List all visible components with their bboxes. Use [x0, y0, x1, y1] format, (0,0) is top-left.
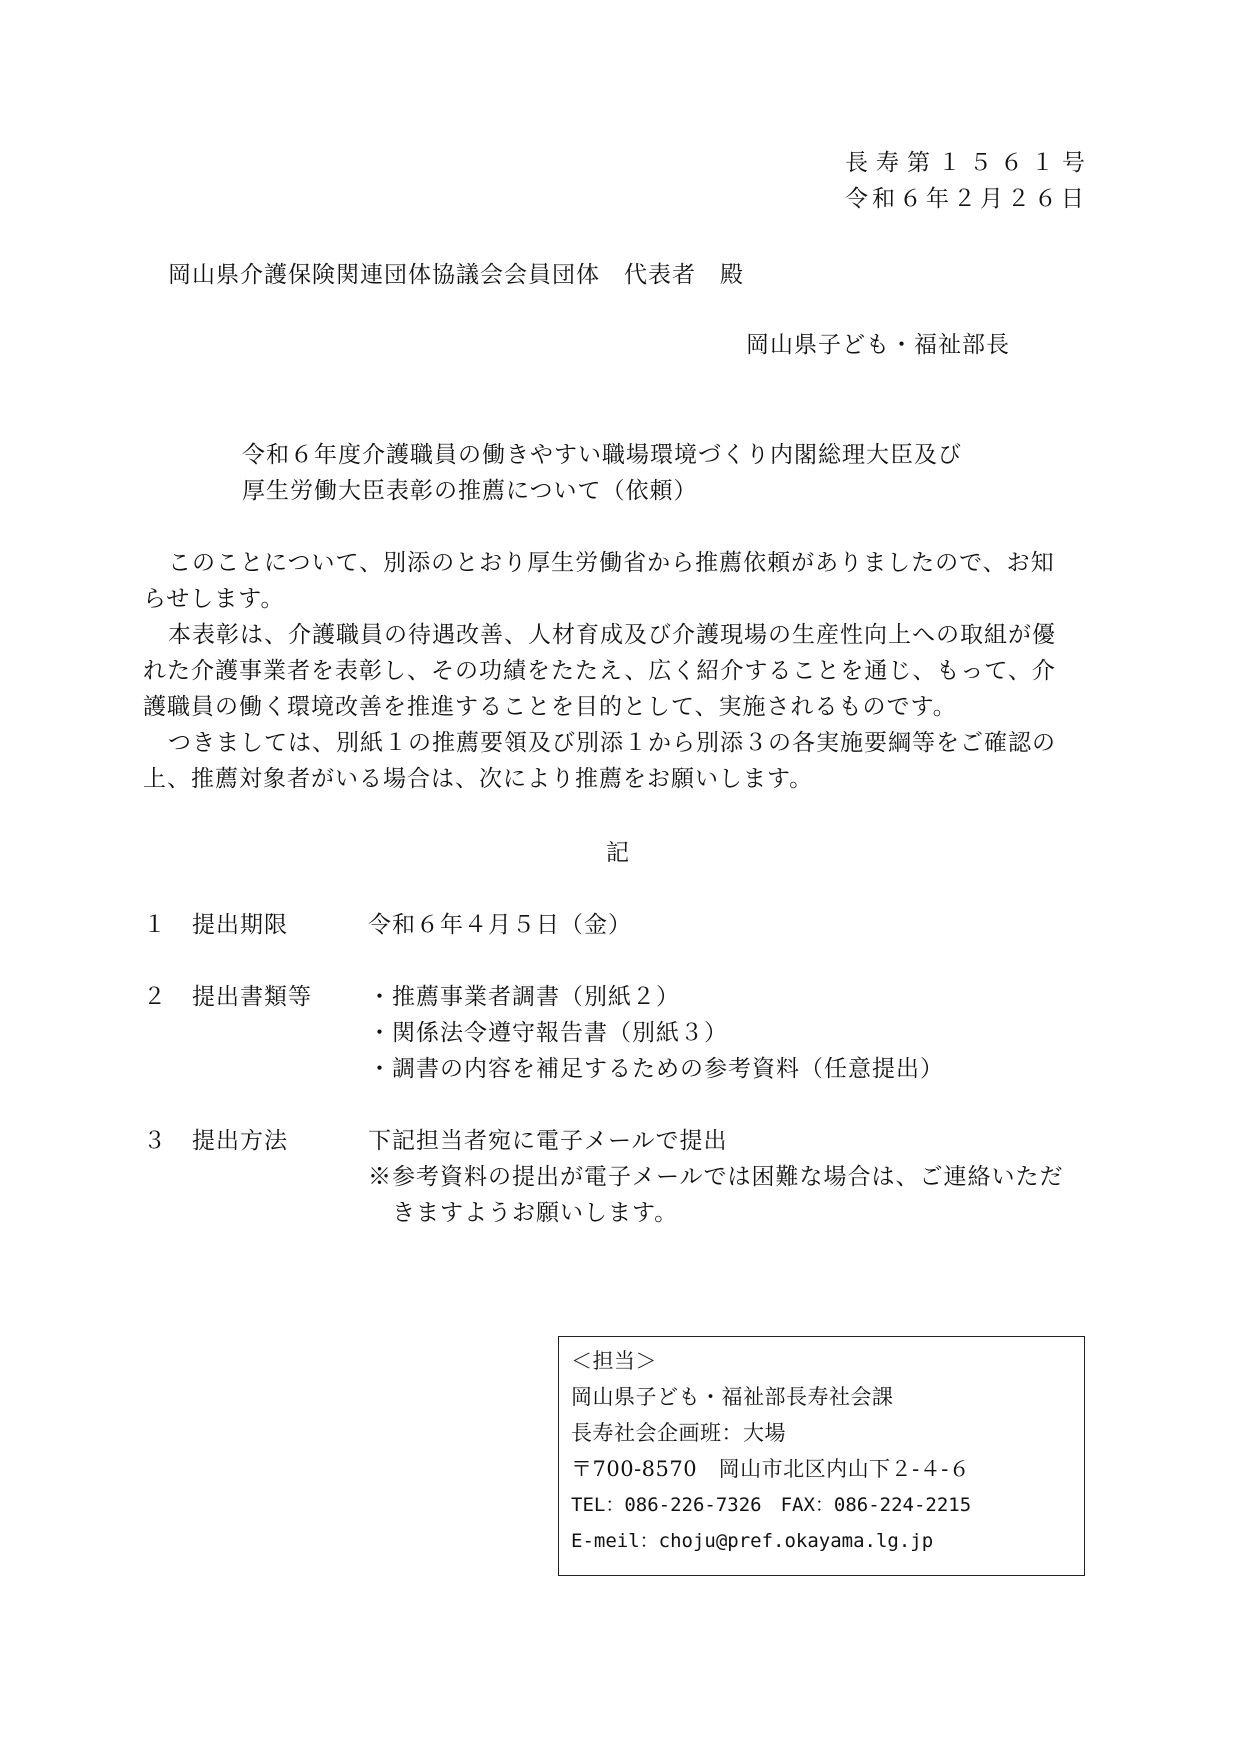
- item-value: ※参考資料の提出が電子メールでは困難な場合は、ご連絡いただ: [368, 1164, 1064, 1190]
- item-number: ２: [143, 984, 167, 1010]
- body-line: らせします。: [143, 586, 285, 612]
- contact-department: 岡山県子ども・福祉部長寿社会課: [571, 1385, 894, 1409]
- document-date: 令和６年２月２６日: [845, 186, 1088, 212]
- subject-line-2: 厚生労働大臣表彰の推薦について（依頼）: [242, 478, 698, 504]
- item-value: きますようお願いします。: [368, 1200, 679, 1226]
- contact-heading: ＜担当＞: [571, 1349, 657, 1373]
- item-label: 提出書類等: [192, 984, 312, 1010]
- addressee: 岡山県介護保険関連団体協議会会員団体 代表者 殿: [168, 262, 744, 288]
- item-value: ・関係法令遵守報告書（別紙３）: [368, 1020, 728, 1046]
- body-line: 上、推薦対象者がいる場合は、次により推薦をお願いします。: [143, 766, 814, 792]
- body-line: れた介護事業者を表彰し、その功績をたたえ、広く紹介することを通じ、もって、介: [143, 658, 1056, 684]
- item-value: 下記担当者宛に電子メールで提出: [368, 1128, 728, 1154]
- item-label: 提出期限: [192, 912, 288, 938]
- sender: 岡山県子ども・福祉部長: [746, 332, 1010, 358]
- body-line: 護職員の働く環境改善を推進することを目的として、実施されるものです。: [143, 694, 957, 720]
- contact-team: 長寿社会企画班：大場: [571, 1421, 786, 1445]
- document-number: 長寿第１５６１号: [845, 150, 1093, 176]
- item-value: 令和６年４月５日（金）: [368, 912, 632, 938]
- item-label: 提出方法: [192, 1128, 288, 1154]
- contact-email: E-meil：choju@pref.okayama.lg.jp: [571, 1530, 934, 1552]
- item-number: １: [143, 912, 167, 938]
- subject-line-1: 令和６年度介護職員の働きやすい職場環境づくり内閣総理大臣及び: [242, 442, 962, 468]
- body-line: つきましては、別紙１の推薦要領及び別添１から別添３の各実施要綱等をご確認の: [168, 730, 1056, 756]
- item-value: ・調書の内容を補足するための参考資料（任意提出）: [368, 1056, 944, 1082]
- contact-box: [558, 1336, 1085, 1576]
- item-number: ３: [143, 1128, 167, 1154]
- contact-phone-fax: TEL：086-226-7326 FAX：086-224-2215: [571, 1494, 972, 1516]
- contact-address: 〒700-8570 岡山市北区内山下２-４-６: [571, 1457, 971, 1481]
- item-value: ・推薦事業者調書（別紙２）: [368, 984, 680, 1010]
- body-line: 本表彰は、介護職員の待遇改善、人材育成及び介護現場の生産性向上への取組が優: [168, 622, 1056, 648]
- ki-heading: 記: [606, 840, 630, 866]
- body-line: このことについて、別添のとおり厚生労働省から推薦依頼がありましたので、お知: [168, 550, 1055, 576]
